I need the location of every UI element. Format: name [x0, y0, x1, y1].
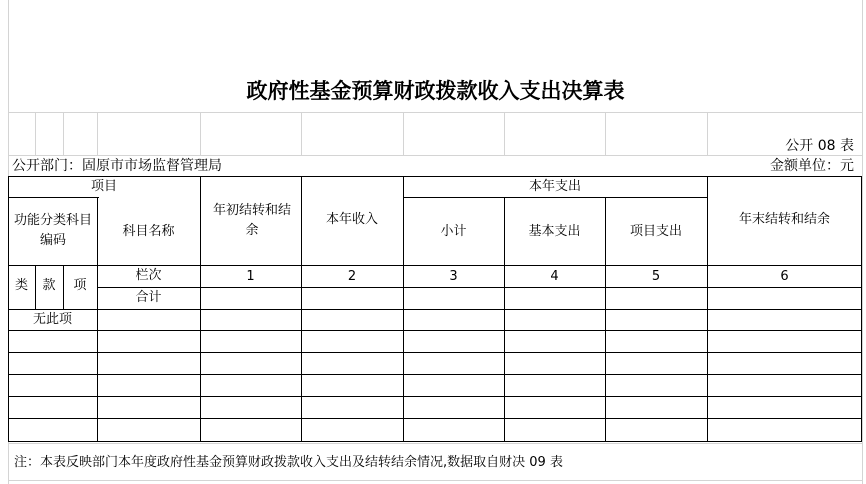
unit-label: 金额单位：元 — [770, 158, 854, 174]
grid-line — [862, 0, 863, 484]
header-income: 本年收入 — [325, 212, 378, 227]
grid-line — [504, 112, 505, 155]
grid-line — [605, 112, 606, 155]
table-border — [8, 441, 862, 442]
row-label-total: 合计 — [135, 290, 162, 305]
column-number-2: 2 — [347, 269, 357, 284]
table-border — [403, 197, 707, 198]
row-label-column-no: 栏次 — [135, 268, 162, 283]
report-title: 政府性基金预算财政拨款收入支出决算表 — [246, 78, 625, 103]
table-border — [97, 287, 862, 288]
table-border — [8, 352, 862, 353]
header-closing-balance: 年末结转和结余 — [738, 212, 830, 227]
grid-line — [8, 155, 862, 156]
table-border — [8, 396, 862, 397]
column-number-3: 3 — [449, 269, 458, 284]
header-project-expense: 项目支出 — [629, 224, 682, 239]
table-border — [403, 176, 404, 441]
grid-line — [35, 112, 36, 155]
grid-line — [63, 112, 64, 155]
header-expense: 本年支出 — [528, 179, 581, 194]
grid-line — [8, 112, 862, 113]
header-item: 项目 — [90, 179, 117, 194]
header-xiang: 项 — [73, 278, 87, 293]
column-number-4: 4 — [550, 269, 559, 284]
grid-line — [200, 112, 201, 155]
table-border — [8, 176, 9, 441]
table-border — [8, 176, 862, 177]
header-lei: 类 — [14, 278, 28, 293]
table-border — [8, 330, 862, 331]
grid-line — [8, 480, 862, 481]
header-opening-balance: 年初结转和结余 — [212, 203, 291, 238]
header-kuan: 款 — [42, 278, 56, 293]
header-subtotal: 小计 — [440, 224, 467, 239]
table-border — [8, 197, 99, 198]
header-func-code: 功能分类科目编码 — [13, 213, 92, 248]
footnote: 注：本表反映部门本年度政府性基金预算财政拨款收入支出及结转结余情况,数据取自财决 09 表 — [14, 455, 563, 470]
grid-line — [403, 112, 404, 155]
table-border — [8, 418, 862, 419]
grid-line — [97, 112, 98, 155]
table-border — [8, 374, 862, 375]
table-border — [8, 265, 862, 266]
department-label: 公开部门：固原市市场监督管理局 — [12, 158, 222, 174]
column-number-5: 5 — [651, 269, 661, 284]
table-border — [8, 309, 862, 310]
header-basic-expense: 基本支出 — [528, 224, 581, 239]
no-item-cell: 无此项 — [32, 312, 72, 327]
grid-line — [8, 443, 862, 444]
header-subject-name: 科目名称 — [122, 224, 175, 239]
column-number-6: 6 — [780, 269, 789, 284]
form-code: 公开 08 表 — [785, 138, 854, 154]
grid-line — [301, 112, 302, 155]
column-number-1: 1 — [246, 269, 255, 284]
grid-line — [707, 112, 708, 155]
table-border — [200, 176, 201, 441]
